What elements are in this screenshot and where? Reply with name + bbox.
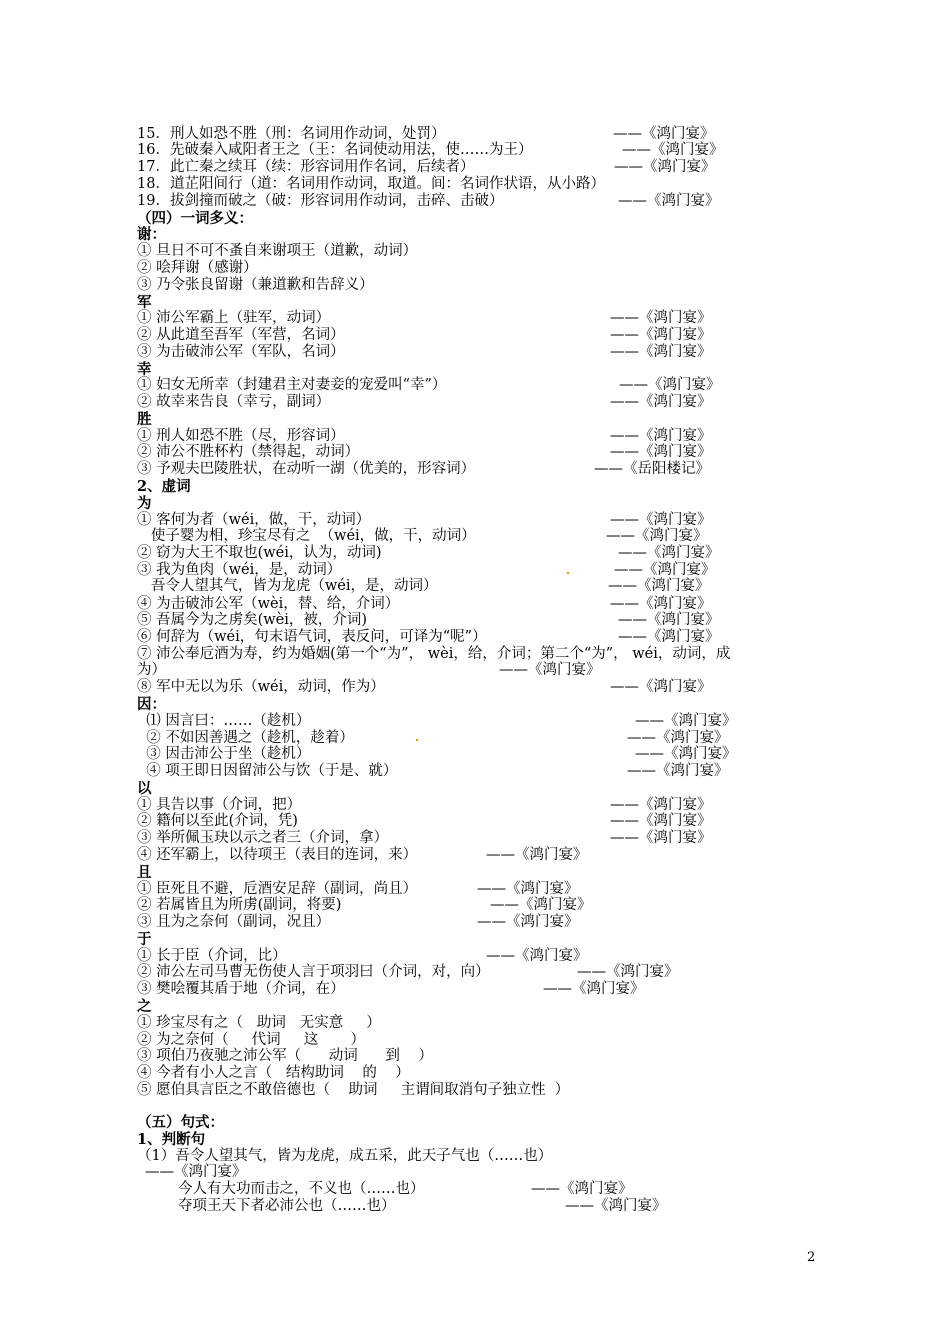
document-line: ⑴ 因言曰：……（趁机） xyxy=(137,713,311,729)
stray-mark xyxy=(567,572,569,574)
source-citation: ——《鸿门宴》 xyxy=(486,847,588,863)
document-line: ② 从此道至吾军（军营，名词） xyxy=(137,327,345,343)
source-citation: ——《岳阳楼记》 xyxy=(594,461,710,477)
document-line: 为） xyxy=(137,662,166,678)
document-line: ③ 且为之奈何（副词，况且） xyxy=(137,914,331,930)
document-line: ③ 为击破沛公军（军队，名词） xyxy=(137,344,345,360)
source-citation: ——《鸿门宴》 xyxy=(614,562,716,578)
document-line: 15．刑人如恐不胜（刑：名词用作动词，处罚） xyxy=(137,126,446,142)
document-line: ② 沛公不胜杯杓（禁得起，动词） xyxy=(137,444,360,460)
source-citation: ——《鸿门宴》 xyxy=(610,310,712,326)
document-line: ③ 予观夫巴陵胜状，在动听一湖（优美的，形容词） xyxy=(137,461,476,477)
document-line: ② 故幸来告良（幸亏，副词） xyxy=(137,394,331,410)
source-citation: ——《鸿门宴》 xyxy=(565,1198,667,1214)
document-line: 今人有大功而击之，不义也（……也） xyxy=(178,1181,425,1197)
section-heading: （五）句式： xyxy=(137,1114,224,1131)
document-line: 使子婴为相，珍宝尽有之 （wéi，做，干，动词） xyxy=(137,528,476,544)
document-line: ① 长于臣（介词，比） xyxy=(137,948,287,964)
document-line: ② 不如因善遇之（趁机，趁着） xyxy=(137,730,354,746)
document-line: ③ 樊哙覆其盾于地（介词，在） xyxy=(137,981,345,997)
document-line: ⑧ 军中无以为乐（wéi，动词，作为） xyxy=(137,679,385,695)
document-line: ② 窃为大王不取也(wéi，认为，动词) xyxy=(137,545,382,561)
source-citation: ——《鸿门宴》 xyxy=(477,914,579,930)
page-number: 2 xyxy=(807,1250,816,1265)
document-line: ① 刑人如恐不胜（尽，形容词） xyxy=(137,428,345,444)
section-heading: 2、虚词 xyxy=(137,478,191,495)
source-citation: ——《鸿门宴》 xyxy=(614,159,716,175)
source-citation: ——《鸿门宴》 xyxy=(610,679,712,695)
document-line: ② 哙拜谢（感谢） xyxy=(137,260,258,276)
section-heading: 之 xyxy=(137,998,152,1015)
source-citation: ——《鸿门宴》 xyxy=(543,981,645,997)
source-citation: ——《鸿门宴》 xyxy=(477,881,579,897)
source-citation: ——《鸿门宴》 xyxy=(610,830,712,846)
section-heading: 且 xyxy=(137,864,152,881)
source-citation: ——《鸿门宴》 xyxy=(531,1181,633,1197)
document-line: ② 籍何以至此(介词，凭) xyxy=(137,813,298,829)
source-citation: ——《鸿门宴》 xyxy=(610,428,712,444)
source-citation: ——《鸿门宴》 xyxy=(619,377,721,393)
source-citation: ——《鸿门宴》 xyxy=(610,327,712,343)
document-line: ③ 因击沛公于坐（趁机） xyxy=(137,746,311,762)
document-line: ④ 项王即日因留沛公与饮（于是、就） xyxy=(137,763,398,779)
source-citation: ——《鸿门宴》 xyxy=(610,596,712,612)
document-line: ① 妇女无所幸（封建君主对妻妾的宠爱叫“幸”） xyxy=(137,377,447,393)
document-line: 16．先破秦入咸阳者王之（王：名词使动用法，使……为王） xyxy=(137,142,533,158)
document-line: 18．道芷阳间行（道：名词用作动词，取道。间：名词作状语，从小路） xyxy=(137,176,605,192)
document-line: ④ 今者有小人之言（ 结构助词 的 ） xyxy=(137,1065,410,1081)
source-citation: ——《鸿门宴》 xyxy=(577,964,679,980)
source-citation: ——《鸿门宴》 xyxy=(627,763,729,779)
document-line: ⑥ 何辞为（wéi，句末语气词，表反问，可译为“呢”） xyxy=(137,629,487,645)
section-heading: 军 xyxy=(137,294,152,311)
source-citation: ——《鸿门宴》 xyxy=(627,730,729,746)
document-line: ① 珍宝尽有之（ 助词 无实意 ） xyxy=(137,1015,381,1031)
document-line: ① 客何为者（wéi，做，干，动词） xyxy=(137,512,371,528)
document-line: 17．此亡秦之续耳（续：形容词用作名词，后续者） xyxy=(137,159,475,175)
document-line: ② 若属皆且为所虏(副词，将要) xyxy=(137,897,342,913)
source-citation: ——《鸿门宴》 xyxy=(610,512,712,528)
document-line: ⑤ 愿伯具言臣之不敢倍德也（ 助词 主谓间取消句子独立性 ） xyxy=(137,1082,570,1098)
source-citation: ——《鸿门宴》 xyxy=(635,713,737,729)
document-line: ① 旦日不可不蚤自来谢项王（道歉，动词） xyxy=(137,243,418,259)
source-citation: ——《鸿门宴》 xyxy=(610,444,712,460)
document-line: ③ 举所佩玉玦以示之者三（介词，拿） xyxy=(137,830,389,846)
document-line: ③ 乃令张良留谢（兼道歉和告辞义） xyxy=(137,277,374,293)
document-line: 夺项王天下者必沛公也（……也） xyxy=(178,1198,396,1214)
document-line: （1）吾令人望其气，皆为龙虎，成五采，此天子气也（……也） xyxy=(137,1148,553,1164)
document-line: ③ 我为鱼肉（wéi，是，动词） xyxy=(137,562,342,578)
section-heading: 于 xyxy=(137,931,152,948)
source-citation: ——《鸿门宴》 xyxy=(635,746,737,762)
document-line: ② 沛公左司马曹无伤使人言于项羽曰（介词，对，向） xyxy=(137,964,490,980)
document-line: ③ 项伯乃夜驰之沛公军（ 动词 到 ） xyxy=(137,1048,433,1064)
document-line: ⑤ 吾属今为之虏矣(wèi，被，介词) xyxy=(137,612,368,628)
source-citation: ——《鸿门宴》 xyxy=(618,193,720,209)
section-heading: 因： xyxy=(137,696,166,713)
source-citation: ——《鸿门宴》 xyxy=(486,948,588,964)
document-line: ④ 还军霸上，以待项王（表目的连词，来） xyxy=(137,847,418,863)
section-heading: 幸 xyxy=(137,361,152,378)
document-line: ⑦ 沛公奉卮酒为寿，约为婚姻(第一个“为”， wèi，给，介词；第二个“为”， wéi，动词，成 xyxy=(137,646,731,662)
source-citation: ——《鸿门宴》 xyxy=(608,578,710,594)
section-heading: （四）一词多义： xyxy=(137,210,253,227)
section-heading: 谢： xyxy=(137,226,166,243)
section-heading: 为 xyxy=(137,495,152,512)
source-citation: ——《鸿门宴》 xyxy=(610,394,712,410)
source-citation: ——《鸿门宴》 xyxy=(606,528,708,544)
source-citation: ——《鸿门宴》 xyxy=(622,142,724,158)
source-citation: ——《鸿门宴》 xyxy=(610,813,712,829)
section-heading: 以 xyxy=(137,780,152,797)
source-citation: ——《鸿门宴》 xyxy=(618,545,720,561)
source-citation: ——《鸿门宴》 xyxy=(610,344,712,360)
source-citation: ——《鸿门宴》 xyxy=(618,612,720,628)
document-line: ② 为之奈何（ 代词 这 ） xyxy=(137,1032,365,1048)
document-line: 吾令人望其气，皆为龙虎（wéi，是，动词） xyxy=(137,578,438,594)
document-line: ① 臣死且不避，卮酒安足辞（副词，尚且） xyxy=(137,881,418,897)
source-citation: ——《鸿门宴》 xyxy=(613,126,715,142)
stray-mark xyxy=(416,739,418,741)
source-citation: ——《鸿门宴》 xyxy=(145,1164,247,1180)
section-heading: 胜 xyxy=(137,411,152,428)
source-citation: ——《鸿门宴》 xyxy=(499,662,601,678)
source-citation: ——《鸿门宴》 xyxy=(610,797,712,813)
source-citation: ——《鸿门宴》 xyxy=(618,629,720,645)
source-citation: ——《鸿门宴》 xyxy=(490,897,592,913)
section-heading: 1、判断句 xyxy=(137,1131,206,1148)
document-line: ④ 为击破沛公军（wèi，替、给，介词） xyxy=(137,596,400,612)
document-line: ① 沛公军霸上（驻军，动词） xyxy=(137,310,331,326)
document-line: 19．拔剑撞而破之（破：形容词用作动词，击碎、击破） xyxy=(137,193,504,209)
document-line: ① 具告以事（介词，把） xyxy=(137,797,302,813)
